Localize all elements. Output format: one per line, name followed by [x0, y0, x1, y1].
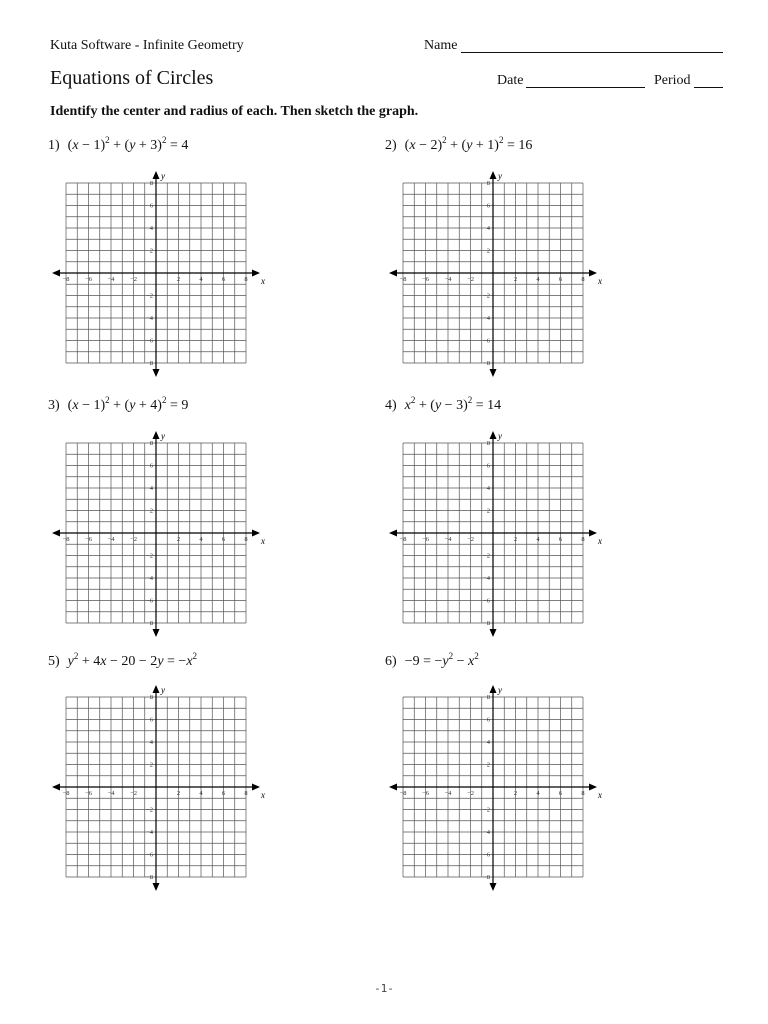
y-tick-label: −2 [483, 292, 490, 300]
problem-number: 6) [385, 654, 397, 669]
problem-3 [48, 395, 189, 414]
x-tick-label: 2 [513, 790, 518, 797]
x-axis-arrow-right [589, 530, 597, 537]
y-axis-arrow-down [153, 629, 160, 637]
problem-number: 5) [48, 654, 60, 669]
problem-equation: $(x - 1)^2 + (y + 3)^2 = 4$ [67, 135, 189, 153]
y-axis-arrow-up [490, 685, 497, 693]
y-tick-label: −6 [483, 597, 490, 605]
y-tick-label: −6 [146, 337, 153, 345]
period-field[interactable] [694, 87, 723, 88]
instructions: Identify the center and radius of each. Then sketch the graph. [50, 104, 419, 119]
y-tick-label: 6 [486, 462, 490, 470]
x-tick-label: −8 [62, 276, 70, 283]
coordinate-grid-2[interactable] [387, 165, 607, 385]
x-tick-label: −8 [62, 536, 70, 543]
x-tick-label: 8 [244, 276, 248, 283]
x-tick-label: 6 [221, 276, 226, 283]
y-axis-arrow-up [490, 431, 497, 439]
y-axis-label: y [498, 431, 502, 441]
problem-2 [385, 135, 533, 154]
x-tick-label: −2 [130, 536, 137, 543]
x-tick-label: −6 [85, 276, 92, 283]
y-tick-label: 6 [149, 462, 153, 470]
y-tick-label: 6 [486, 716, 490, 724]
x-tick-label: 2 [513, 276, 518, 283]
x-tick-label: −6 [422, 276, 429, 283]
x-tick-label: 4 [199, 536, 203, 543]
y-tick-label: −8 [146, 620, 153, 627]
y-tick-label: 6 [149, 716, 153, 724]
y-axis-arrow-up [153, 171, 160, 179]
y-axis-arrow-up [490, 171, 497, 179]
y-tick-label: −6 [483, 851, 490, 859]
y-tick-label: 8 [486, 694, 490, 701]
problem-equation: $y^2 + 4x - 20 - 2y = -x^2$ [67, 651, 198, 669]
problem-number: 4) [385, 398, 397, 413]
y-tick-label: −6 [146, 597, 153, 605]
name-label: Name [424, 38, 458, 53]
x-axis-label: x [261, 536, 265, 546]
y-axis-arrow-up [153, 431, 160, 439]
x-axis-arrow-left [389, 270, 397, 277]
y-tick-label: −4 [146, 829, 153, 836]
y-tick-label: 8 [149, 694, 153, 701]
y-tick-label: 4 [486, 225, 490, 232]
x-tick-label: −6 [422, 790, 429, 797]
x-tick-label: 8 [244, 790, 248, 797]
x-tick-label: 6 [221, 790, 226, 797]
x-axis-label: x [598, 536, 602, 546]
y-tick-label: 2 [149, 247, 153, 255]
y-tick-label: 4 [149, 739, 153, 746]
x-tick-label: −8 [399, 276, 407, 283]
problem-equation: $(x - 1)^2 + (y + 4)^2 = 9$ [67, 395, 189, 413]
x-tick-label: −8 [62, 790, 70, 797]
problem-equation: $x^2 + (y - 3)^2 = 14$ [404, 395, 502, 413]
x-tick-label: 4 [536, 536, 540, 543]
y-tick-label: −8 [146, 874, 153, 881]
x-axis-label: x [598, 790, 602, 800]
x-axis-arrow-left [389, 530, 397, 537]
y-axis-arrow-down [153, 369, 160, 377]
period-label: Period [654, 73, 691, 88]
y-tick-label: 6 [149, 202, 153, 210]
y-axis-arrow-down [490, 369, 497, 377]
y-tick-label: −4 [483, 315, 490, 322]
problem-number: 2) [385, 138, 397, 153]
x-tick-label: 8 [244, 536, 248, 543]
x-tick-label: −6 [85, 790, 92, 797]
x-tick-label: 8 [581, 276, 585, 283]
x-axis-arrow-left [52, 784, 60, 791]
y-axis-label: y [498, 685, 502, 695]
problem-1 [48, 135, 189, 154]
y-tick-label: 6 [486, 202, 490, 210]
x-tick-label: −4 [444, 790, 452, 797]
y-tick-label: −6 [146, 851, 153, 859]
x-tick-label: 4 [536, 276, 540, 283]
worksheet-title: Equations of Circles [50, 67, 214, 89]
x-axis-arrow-right [252, 784, 260, 791]
x-tick-label: 4 [199, 276, 203, 283]
x-tick-label: −8 [399, 536, 407, 543]
x-axis-arrow-right [252, 270, 260, 277]
y-tick-label: 8 [149, 440, 153, 447]
y-tick-label: 2 [486, 507, 490, 515]
x-tick-label: −4 [444, 276, 452, 283]
y-axis-arrow-down [490, 883, 497, 891]
x-tick-label: −2 [130, 790, 137, 797]
problem-4 [385, 395, 502, 414]
coordinate-grid-6[interactable] [387, 679, 607, 899]
x-tick-label: 6 [558, 276, 563, 283]
x-tick-label: 4 [536, 790, 540, 797]
y-tick-label: −2 [483, 552, 490, 560]
problem-number: 3) [48, 398, 60, 413]
x-axis-arrow-left [389, 784, 397, 791]
problem-5 [48, 651, 198, 670]
x-axis-arrow-left [52, 270, 60, 277]
x-tick-label: 2 [176, 536, 181, 543]
x-axis-arrow-left [52, 530, 60, 537]
y-tick-label: 4 [149, 485, 153, 492]
page-number: -1- [374, 982, 394, 995]
x-tick-label: −4 [444, 536, 452, 543]
x-tick-label: −2 [467, 790, 474, 797]
x-tick-label: 6 [221, 536, 226, 543]
y-tick-label: 4 [486, 739, 490, 746]
x-axis-arrow-right [589, 784, 597, 791]
y-tick-label: 2 [486, 761, 490, 769]
x-axis-label: x [261, 276, 265, 286]
y-tick-label: −2 [483, 806, 490, 814]
problem-number: 1) [48, 138, 60, 153]
name-field[interactable] [461, 52, 723, 53]
y-axis-arrow-down [490, 629, 497, 637]
x-tick-label: −6 [422, 536, 429, 543]
y-tick-label: 8 [486, 440, 490, 447]
x-axis-arrow-right [589, 270, 597, 277]
x-tick-label: −2 [130, 276, 137, 283]
x-tick-label: 6 [558, 536, 563, 543]
x-axis-arrow-right [252, 530, 260, 537]
y-tick-label: 4 [149, 225, 153, 232]
x-tick-label: −4 [107, 790, 115, 797]
x-axis-label: x [261, 790, 265, 800]
date-label: Date [497, 73, 524, 88]
problem-6 [385, 651, 479, 670]
publisher-name: Kuta Software - Infinite Geometry [50, 38, 244, 53]
y-tick-label: 2 [149, 507, 153, 515]
x-tick-label: −2 [467, 536, 474, 543]
x-tick-label: 8 [581, 536, 585, 543]
y-tick-label: 8 [149, 180, 153, 187]
y-tick-label: 8 [486, 180, 490, 187]
y-axis-label: y [161, 431, 165, 441]
x-tick-label: −2 [467, 276, 474, 283]
problem-equation: $(x - 2)^2 + (y + 1)^2 = 16$ [404, 135, 533, 153]
y-axis-arrow-down [153, 883, 160, 891]
y-tick-label: −8 [146, 360, 153, 367]
y-tick-label: −6 [483, 337, 490, 345]
x-axis-label: x [598, 276, 602, 286]
x-tick-label: −8 [399, 790, 407, 797]
y-tick-label: −4 [146, 575, 153, 582]
y-tick-label: −2 [146, 292, 153, 300]
x-tick-label: −4 [107, 276, 115, 283]
x-tick-label: 2 [176, 276, 181, 283]
y-tick-label: −4 [483, 829, 490, 836]
y-tick-label: 4 [486, 485, 490, 492]
x-tick-label: 4 [199, 790, 203, 797]
y-tick-label: −8 [483, 620, 490, 627]
coordinate-grid-3[interactable] [50, 425, 270, 645]
coordinate-grid-5[interactable] [50, 679, 270, 899]
y-axis-label: y [161, 171, 165, 181]
y-tick-label: −4 [146, 315, 153, 322]
x-tick-label: −4 [107, 536, 115, 543]
y-axis-arrow-up [153, 685, 160, 693]
y-tick-label: −2 [146, 806, 153, 814]
coordinate-grid-4[interactable] [387, 425, 607, 645]
y-tick-label: 2 [486, 247, 490, 255]
y-tick-label: −8 [483, 874, 490, 881]
y-tick-label: −8 [483, 360, 490, 367]
coordinate-grid-1[interactable] [50, 165, 270, 385]
date-field[interactable] [526, 87, 645, 88]
y-tick-label: −2 [146, 552, 153, 560]
x-tick-label: 6 [558, 790, 563, 797]
x-tick-label: −6 [85, 536, 92, 543]
problem-equation: $-9 = -y^2 - x^2$ [404, 651, 479, 669]
y-axis-label: y [498, 171, 502, 181]
y-axis-label: y [161, 685, 165, 695]
y-tick-label: 2 [149, 761, 153, 769]
y-tick-label: −4 [483, 575, 490, 582]
x-tick-label: 2 [513, 536, 518, 543]
x-tick-label: 2 [176, 790, 181, 797]
x-tick-label: 8 [581, 790, 585, 797]
